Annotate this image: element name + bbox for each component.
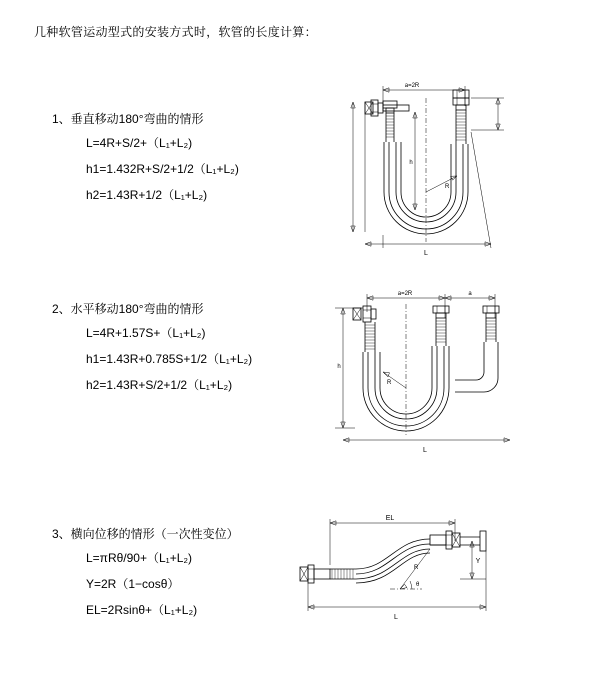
svg-text:R: R [414, 565, 419, 571]
svg-text:θ: θ [416, 582, 420, 588]
hose-corrugation-middle-2 [436, 321, 446, 342]
section-3-formulas [86, 549, 197, 627]
figure-vertical-180 [305, 72, 520, 282]
right-flange-2 [483, 306, 499, 318]
formula: h2=1.43R+1/2（L₁+L₂) [86, 188, 208, 202]
svg-text:R: R [387, 380, 392, 386]
section-2-formulas [86, 324, 252, 402]
svg-text:a=2R: a=2R [404, 83, 420, 89]
formula: h1=1.43R+0.785S+1/2（L₁+L₂) [86, 352, 253, 366]
svg-text:h: h [409, 160, 413, 166]
formula: h2=1.43R+S/2+1/2（L₁+L₂) [86, 378, 233, 392]
page-title: 几种软管运动型式的安装方式时，软管的长度计算： [34, 25, 317, 39]
left-flange-2 [363, 306, 376, 322]
hose-corrugation-right-2 [486, 321, 496, 339]
section-3-title: 3、横向位移的情形（一次性变位） [52, 527, 239, 541]
connector-symbol [365, 102, 373, 114]
hose-corrugation-right [456, 113, 466, 140]
u-bend-hose-2 [363, 342, 498, 431]
connector-symbol-2 [353, 308, 361, 320]
formula: L=πRθ/90+（L₁+L₂) [86, 551, 193, 565]
right-flange-3 [430, 531, 460, 549]
svg-text:Y: Y [475, 558, 481, 565]
svg-text:a: a [468, 291, 472, 297]
svg-text:L: L [424, 250, 428, 257]
formula: Y=2R（1−cosθ） [86, 577, 180, 591]
hose-corrugation-left-3 [332, 569, 353, 579]
left-flange-3 [300, 565, 330, 583]
svg-text:R: R [445, 184, 450, 190]
section-1-title: 1、垂直移动180°弯曲的情形 [52, 112, 204, 126]
formula: h1=1.432R+S/2+1/2（L₁+L₂) [86, 162, 239, 176]
section-1-formulas [86, 134, 239, 212]
figure-horizontal-180 [305, 280, 520, 480]
svg-text:a=2R: a=2R [397, 291, 413, 297]
hose-corrugation-left [386, 116, 394, 137]
svg-text:h: h [337, 364, 341, 370]
hose-corrugation-left-2 [365, 325, 375, 349]
figure-lateral-offset [290, 503, 505, 643]
formula: L=4R+1.57S+（L₁+L₂) [86, 326, 206, 340]
s-curve-hose [356, 539, 430, 583]
section-2-title: 2、水平移动180°弯曲的情形 [52, 302, 204, 316]
formula: EL=2Rsinθ+（L₁+L₂) [86, 603, 198, 617]
svg-text:L: L [394, 614, 398, 621]
right-flange [453, 90, 469, 110]
svg-text:EL: EL [385, 515, 395, 522]
formula: L=4R+S/2+（L₁+L₂) [86, 136, 193, 150]
svg-text:L: L [423, 447, 427, 454]
middle-flange-2 [433, 306, 449, 318]
